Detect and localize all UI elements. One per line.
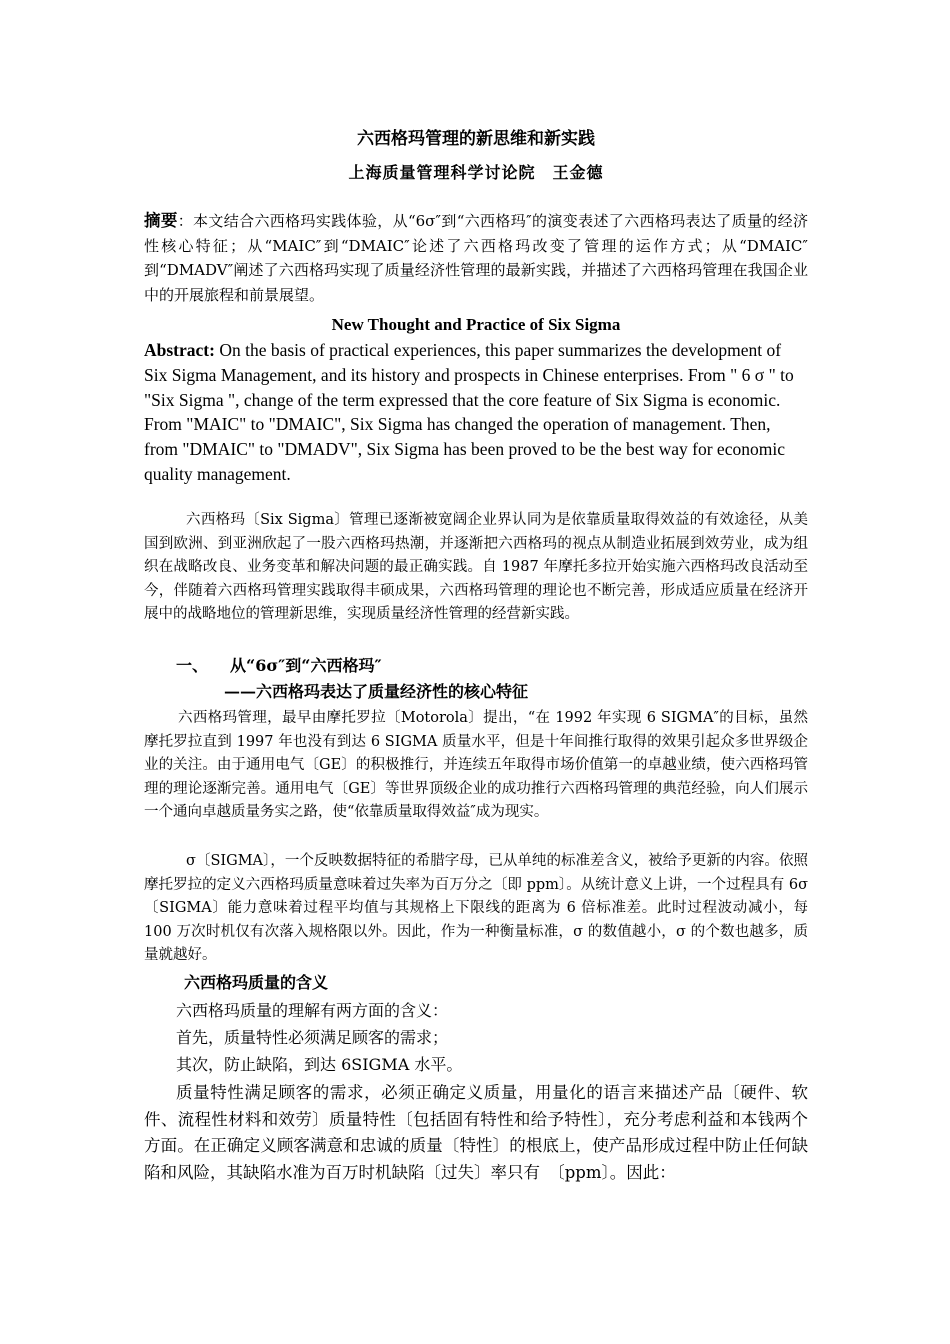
section1-paragraph-2: σ〔SIGMA〕，一个反映数据特征的希腊字母，已从单纯的标准差含义，被给予更新的内容。依照摩托罗拉的定义六西格玛质量意味着过失率为百万分之〔即 ppm〕。从统计意义上讲，一个过程具有 6σ〔SIGMA〕能力意味着过程平均值与其规格上下限线的距离为 6 倍标准差。此时过程波动减小，每 100 万次时机仅有次落入规格限以外。因此，作为一种衡量标准，σ 的数值越小，σ 的个数也越多，质量就越好。: [144, 853, 808, 963]
final-paragraph: 质量特性满足顾客的需求，必须正确定义质量，用量化的语言来描述产品〔硬件、软件、流程性材料和效劳〕质量特性〔包括固有特性和给予特性〕，充分考虑利益和本钱两个方面。在正确定义顾客满意和忠诚的质量〔特性〕的根底上，使产品形成过程中防止任何缺陷和风险，其缺陷水准为百万时机缺陷〔过失〕率只有 〔ppm〕。因此：: [144, 1083, 808, 1182]
paper-title: 六西格玛管理的新思维和新实践: [357, 129, 595, 149]
quality-line-3: 其次，防止缺陷，到达 6SIGMA 水平。: [176, 1055, 463, 1074]
section-number: 一、: [176, 656, 209, 675]
section-heading: [176, 655, 382, 677]
abstract-chinese: [144, 209, 808, 307]
abstract-en-label: Abstract:: [144, 340, 215, 360]
intro-paragraph: 六西格玛〔Six Sigma〕管理已逐渐被宽阔企业界认同为是依靠质量取得效益的有效途径，从美国到欧洲、到亚洲欣起了一股六西格玛热潮，并逐渐把六西格玛的视点从制造业拓展到效劳业，成为组织在战略改良、业务变革和解决问题的最正确实践。自 1987 年摩托多拉开始实施六西格玛改良活动至今，伴随着六西格玛管理实践取得丰硕成果，六西格玛管理的理论也不断完善，形成适应质量在经济开展中的战略地位的管理新思维，实现质量经济性管理的经营新实践。: [144, 512, 808, 622]
abstract-en-text: On the basis of practical experiences, this paper summarizes the development of Six Sigma Management, and its history and prospects in Chinese enterprises. From " 6 σ " to "Six Sigma ", change of the term expressed that the core feature of Six Sigma is economic. From "MAIC" to "DMAIC", Six Sigma has changed the operation of management. Then, from "DMAIC" to "DMADV", Six Sigma has been proved to be the best way for economic quality management.: [144, 340, 794, 484]
abstract-english: [144, 338, 808, 487]
english-title: New Thought and Practice of Six Sigma: [331, 315, 621, 334]
abstract-label: 摘要: [144, 211, 178, 230]
abstract-text: ：本文结合六西格玛实践体验，从“6σ″到“六西格玛″的演变表述了六西格玛表达了质量的经济性核心特征；从“MAIC″到“DMAIC″论述了六西格玛改变了管理的运作方式；从“DMAIC″到“DMADV″阐述了六西格玛实现了质量经济性管理的最新实践，并描述了六西格玛管理在我国企业中的开展旅程和前景展望。: [144, 212, 808, 304]
quality-line-1: 六西格玛质量的理解有两方面的含义：: [176, 1001, 449, 1020]
subsection-heading: 六西格玛质量的含义: [184, 973, 329, 992]
author-line: 上海质量管理科学讨论院 王金德: [348, 163, 604, 182]
section1-paragraph-1: 六西格玛管理，最早由摩托罗拉〔Motorola〕提出，“在 1992 年实现 6 SIGMA″的目标，虽然摩托罗拉直到 1997 年也没有到达 6 SIGMA 质量水平，但是十年间推行取得的效果引起众多世界级企业的关注。由于通用电气〔GE〕的积极推行，并连续五年取得市场价值第一的卓越业绩，使六西格玛管理的理论逐渐完善。通用电气〔GE〕等世界顶级企业的成功推行六西格玛管理的典范经验，向人们展示一个通向卓越质量务实之路，使“依靠质量取得效益″成为现实。: [144, 710, 808, 820]
section-subheading: ——六西格玛表达了质量经济性的核心特征: [224, 682, 529, 701]
quality-line-2: 首先，质量特性必须满足顾客的需求；: [176, 1028, 449, 1047]
section-title: 从“6σ″到“六西格玛″: [230, 656, 382, 675]
